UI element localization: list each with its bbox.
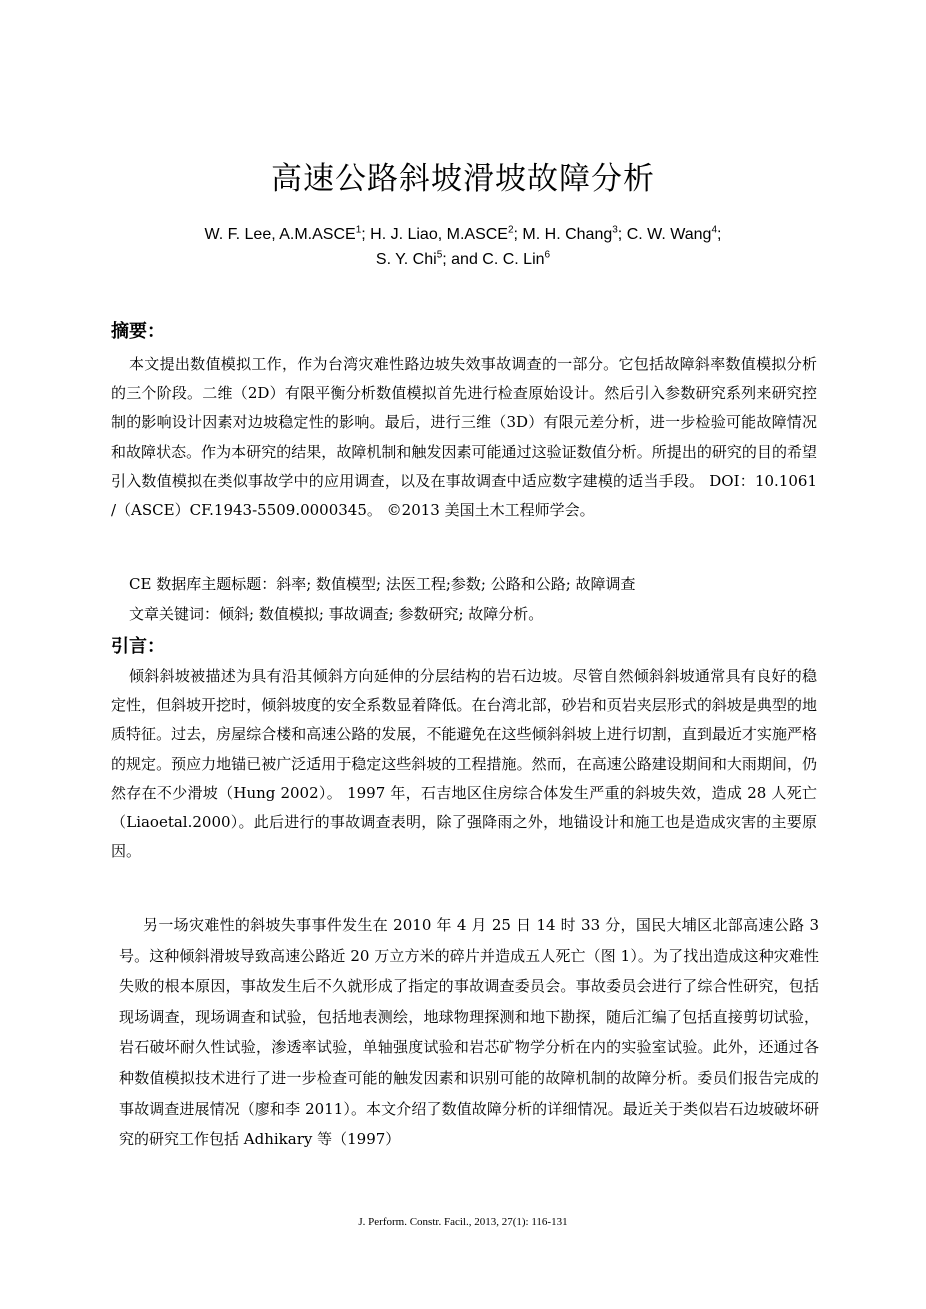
author-affiliation-mark: 4 [711,224,718,236]
introduction-paragraph-2: 另一场灾难性的斜坡失事事件发生在 2010 年 4 月 25 日 14 时 33 分，国民大埔区北部高速公路 3 号。这种倾斜滑坡导致高速公路近 20 万立方米的碎片并造成五人死亡（图 1）。为了找出造成这种灾难性失败的根本原因，事故发生后不久就形成了指定的事故调查委员会。事故委员会进行了综合性研究，包括现场调查，现场调查和试验，包括地表测绘，地球物理探测和地下勘探，随后汇编了包括直接剪切试验，岩石破坏耐久性试验，渗透率试验，单轴强度试验和岩芯矿物学分析在内的实验室试验。此外，还通过各种数值模拟技术进行了进一步检查可能的触发因素和识别可能的故障机制的故障分析。委员们报告完成的事故调查进展情况（廖和李 2011）。本文介绍了数值故障分析的详细情况。最近关于类似岩石边坡破坏研究的研究工作包括 Adhikary 等（1997） [119,916,819,1149]
author-line-1 [0,222,926,247]
author-separator: ; [361,226,371,243]
paper-title: 高速公路斜坡滑坡故障分析 [271,161,655,197]
author-affiliation-mark: 6 [544,249,551,261]
author-affiliation-mark: 2 [507,224,514,236]
author-name: C. C. Lin [482,251,545,268]
author-name: W. F. Lee, A.M.ASCE [204,226,356,243]
author-separator: ; [617,226,627,243]
author-name: H. J. Liao, M.ASCE [370,226,508,243]
author-name: C. W. Wang [626,226,712,243]
author-name: M. H. Chang [522,226,613,243]
journal-citation-footer: J. Perform. Constr. Facil., 2013, 27(1): 116-131 [358,1216,568,1228]
abstract-heading: 摘要： [111,321,165,342]
author-name: S. Y. Chi [375,251,437,268]
introduction-heading: 引言： [111,636,165,657]
author-separator: ; [513,226,523,243]
author-affiliation-mark: 5 [436,249,443,261]
author-affiliation-mark: 1 [355,224,362,236]
author-list [0,222,926,272]
author-separator: ; [717,226,722,243]
abstract-body: 本文提出数值模拟工作，作为台湾灾难性路边坡失效事故调查的一部分。它包括故障斜率数值模拟分析的三个阶段。二维（2D）有限平衡分析数值模拟首先进行检查原始设计。然后引入参数研究系列来研究控制的影响设计因素对边坡稳定性的影响。最后，进行三维（3D）有限元差分析，进一步检验可能故障情况和故障状态。作为本研究的结果，故障机制和触发因素可能通过这验证数值分析。所提出的研究的目的希望引入数值模拟在类似事故学中的应用调查，以及在事故调查中适应数字建模的适当手段。 DOI：10.1061 /（ASCE）CF.1943-5509.0000345。 ©2013 美国土木工程师学会。 [111,355,817,520]
author-line-2 [0,247,926,272]
subject-headings: CE 数据库主题标题：斜率; 数值模型; 法医工程;参数; 公路和公路; 故障调查 [129,575,636,593]
introduction-paragraph-1: 倾斜斜坡被描述为具有沿其倾斜方向延伸的分层结构的岩石边坡。尽管自然倾斜斜坡通常具有良好的稳定性，但斜坡开挖时，倾斜坡度的安全系数显着降低。在台湾北部，砂岩和页岩夹层形式的斜坡是典型的地质特征。过去，房屋综合楼和高速公路的发展，不能避免在这些倾斜斜坡上进行切割，直到最近才实施严格的规定。预应力地锚已被广泛适用于稳定这些斜坡的工程措施。然而，在高速公路建设期间和大雨期间，仍然存在不少滑坡（Hung 2002）。 1997 年，石吉地区住房综合体发生严重的斜坡失效，造成 28 人死亡（Liaoetal.2000）。此后进行的事故调查表明，除了强降雨之外，地锚设计和施工也是造成灾害的主要原因。 [111,667,817,861]
author-separator: ; and [442,251,483,268]
author-affiliation-mark: 3 [612,224,618,236]
article-keywords: 文章关键词：倾斜; 数值模拟; 事故调查; 参数研究; 故障分析。 [129,605,544,623]
